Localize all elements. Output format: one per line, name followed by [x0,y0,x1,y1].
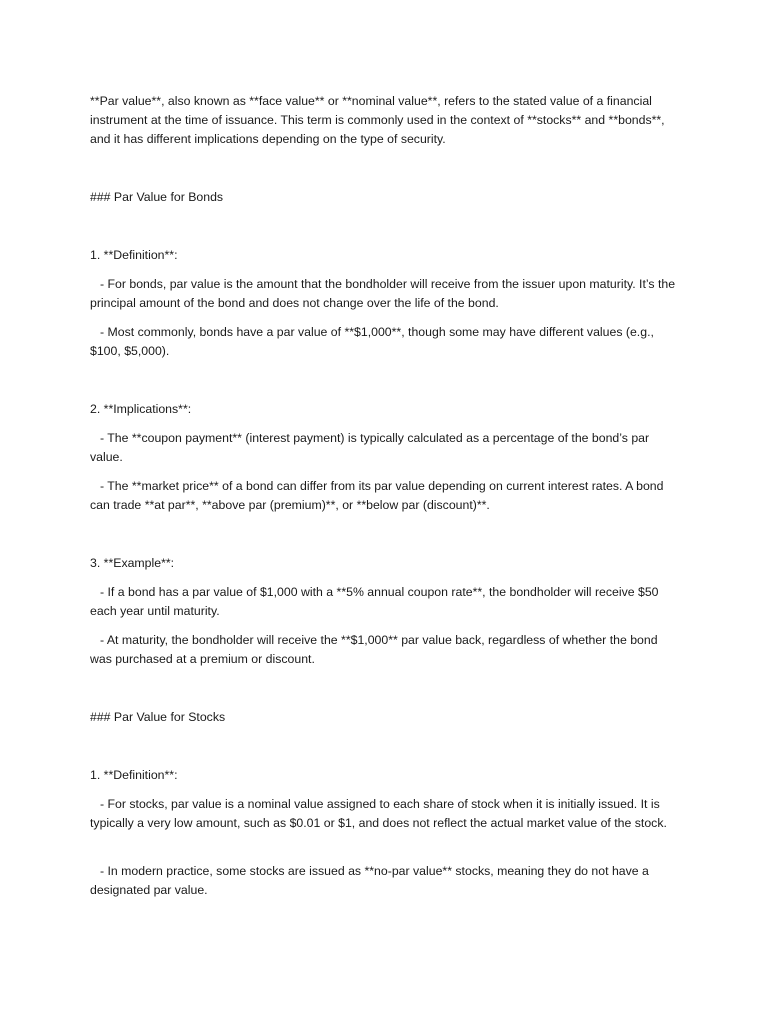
bonds-example-label: 3. **Example**: [90,556,175,570]
bonds-implications-item-2: - The **market price** of a bond can differ from its par value depending on current interest rates. A bond can trade **at par**, **above par (premium)**, or **below par (discount)**. [90,479,664,512]
stocks-definition-item-1: - For stocks, par value is a nominal value assigned to each share of stock when it is initially issued. It is typically a very low amount, such as $0.01 or $1, and does not reflect the actual market value of the stock. [90,797,667,830]
heading-bonds: ### Par Value for Bonds [90,190,224,204]
bonds-implications-label: 2. **Implications**: [90,402,192,416]
bonds-example-item-1: - If a bond has a par value of $1,000 with a **5% annual coupon rate**, the bondholder will receive $50 each year until maturity. [90,585,659,618]
bonds-definition-item-1: - For bonds, par value is the amount that the bondholder will receive from the issuer upon maturity. It’s the principal amount of the bond and does not change over the life of the bond. [90,277,676,310]
heading-stocks: ### Par Value for Stocks [90,710,226,724]
bonds-definition-item-2: - Most commonly, bonds have a par value of **$1,000**, though some may have different values (e.g., $100, $5,000). [90,325,654,358]
bonds-implications-item-1: - The **coupon payment** (interest payment) is typically calculated as a percentage of the bond’s par value. [90,431,650,464]
stocks-definition-item-2: - In modern practice, some stocks are issued as **no-par value** stocks, meaning they do not have a designated par value. [90,864,649,897]
bonds-definition-label: 1. **Definition**: [90,248,178,262]
stocks-definition-label: 1. **Definition**: [90,768,178,782]
intro-paragraph: **Par value**, also known as **face value** or **nominal value**, refers to the stated value of a financial instrument at the time of issuance. This term is commonly used in the context of **stocks** and **bonds**, and it has different implications depending on the type of security. [90,94,665,146]
bonds-example-item-2: - At maturity, the bondholder will receive the **$1,000** par value back, regardless of whether the bond was purchased at a premium or discount. [90,633,658,666]
